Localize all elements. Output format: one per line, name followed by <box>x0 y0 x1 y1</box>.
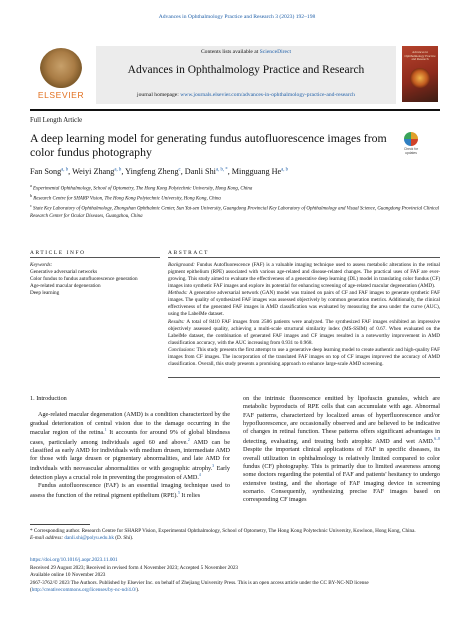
author-name[interactable]: Danli Shi <box>184 167 216 176</box>
abstract-divider <box>168 257 440 258</box>
homepage-prefix: journal homepage: <box>137 92 179 98</box>
online-date: Available online 10 November 2023 <box>30 572 106 579</box>
email-link[interactable]: danli.shi@polyu.edu.hk <box>64 535 114 542</box>
affiliations <box>30 183 440 220</box>
keyword-item: Age-related macular degeneration <box>30 283 101 290</box>
abstract-heading: ABSTRACT <box>168 250 209 256</box>
abstract-label: Background: <box>168 262 195 268</box>
reference-link[interactable]: 3 <box>212 463 215 468</box>
elsevier-tree-icon <box>40 48 82 88</box>
author-affiliation-marker[interactable]: a, b <box>61 167 69 173</box>
reference-link[interactable]: 1 <box>104 428 107 433</box>
affiliation-text: State Key Laboratory of Ophthalmology, Zhongshan Ophthalmic Center, Sun Yat-sen University, Guangdong Provincial Key Laboratory of Ophthalmology and Visual Science, Guangdong Provincial Clinical Research Center for Ocular Diseases, Guangzhou, China <box>30 207 440 219</box>
license-end: ). <box>136 587 140 594</box>
elsevier-logo <box>32 46 90 102</box>
abstract-conclusions <box>168 347 440 368</box>
affiliation-text: Experimental Ophthalmology, School of Optometry, The Hong Kong Polytechnic University, Hong Kong, China <box>33 186 253 192</box>
body-paragraph <box>30 482 230 500</box>
license-statement <box>30 580 440 595</box>
affiliation-text: Research Centre for SHARP Vision, The Hong Kong Polytechnic University, Hong Kong, China <box>33 196 221 202</box>
publisher-name: ELSEVIER <box>37 90 85 100</box>
check-for-updates-badge[interactable] <box>398 132 424 158</box>
section-heading: 1. Introduction <box>30 395 67 402</box>
reference-link[interactable]: 6–8 <box>434 436 440 441</box>
journal-cover-image <box>402 46 438 102</box>
license-text: 2667-3762/© 2023 The Authors. Published by Elsevier Inc. on behalf of Zhejiang University Press. This is an open access article under the CC BY-NC-ND license ( <box>30 579 369 594</box>
homepage-line <box>96 92 396 99</box>
affiliation-marker: c <box>30 203 32 209</box>
footnote-divider <box>30 524 90 525</box>
contents-prefix: Contents lists available at <box>200 49 259 55</box>
journal-citation-line[interactable]: Advances in Ophthalmology Practice and Research 3 (2023) 192–198 <box>158 14 316 20</box>
author-affiliation-marker[interactable]: a, b, * <box>215 167 228 173</box>
email-label: E-mail address: <box>30 535 64 542</box>
abstract-methods <box>168 290 440 318</box>
abstract-body <box>168 262 440 368</box>
abstract-text: A generative adversarial network (GAN) model was trained on pairs of CF and FAF images to generate synthetic FAF images. The quality of synthesized FAF images was assessed objectively by common generation metrics. Additionally, the clinical effectiveness of the generated FAF images in AMD classification was evaluated by measuring the area under the curve (AUC), using the LabelMe dataset. <box>168 290 441 318</box>
abstract-text: Fundus Autofluorescence (FAF) is a valuable imaging technique used to assess metabolic alterations in the retinal pigment epithelium (RPE) associated with various age-related and disease-related changes. The practical uses of FAF are ever-growing. This study aimed to evaluate the effectiveness of a generative deep learning (DL) model in translating color fundus (CF) images into synthetic FAF images and explore its potential for enhancing screening of age-related macular degeneration (AMD). <box>168 262 441 290</box>
reference-link[interactable]: 2 <box>187 437 190 442</box>
author-affiliation-marker[interactable]: c <box>178 167 181 173</box>
reference-link[interactable]: 5 <box>177 490 180 495</box>
homepage-link[interactable]: www.journals.elsevier.com/advances-in-ophthalmology-practice-and-research <box>180 92 355 98</box>
affiliation-item <box>30 183 440 193</box>
affiliation-item <box>30 203 440 220</box>
article-info-divider <box>30 257 160 258</box>
abstract-label: Conclusions: <box>168 346 196 353</box>
body-paragraph <box>243 395 440 505</box>
author-name[interactable]: Yingfeng Zheng <box>125 167 179 176</box>
contents-line <box>96 49 396 56</box>
affiliation-marker: a <box>30 183 32 188</box>
body-text: Despite the important clinical applications of FAF in specific diseases, its overall utilization in ophthalmology is relatively limited compared to color fundus (CF) photography. This is primarily due to limited awareness among some doctors regarding the potential of FAF and patients' hesitancy to undergo extensive testing, and the shortage of FAF imaging device in screening scenario. Consequently, synthesizing precise FAF images based on corresponding CF images <box>243 446 440 504</box>
footnote-marker: * <box>30 528 33 534</box>
keyword-item: Generative adversarial networks <box>30 269 98 276</box>
body-text: on the intrinsic fluorescence emitted by lipofuscin granules, which are metabolic byproducts of RPE cells that can accumulate with age. Abnormal FAF patterns, characterized by localized areas of hyperfluorescence and/or hypofluorescence, are occasionally observed and are believed to be indicative of changes in retinal function. These patterns offers significant advantages in detecting, evaluating, and treating both atrophic AMD and wet AMD. <box>243 395 440 445</box>
abstract-background <box>168 262 440 290</box>
affiliation-item <box>30 193 440 203</box>
reference-link[interactable]: 4 <box>198 473 201 478</box>
doi-link[interactable]: https://doi.org/10.1016/j.aopr.2023.11.001 <box>30 557 118 563</box>
author-name[interactable]: Weiyi Zhang <box>72 167 115 176</box>
abstract-text: A total of 8410 FAF images from 2586 patients were analyzed. The synthesized FAF images exhibited an impressive objectively assessed quality, achieving a multi-scale structural similarity index (MS-SSIM) of 0.67. When evaluated on the LabelMe dataset, the combination of generated FAF images and CF images resulted in a noteworthy improvement in AMD classification accuracy, with the AUC increasing from 0.931 to 0.968. <box>168 318 441 346</box>
email-suffix: (D. Shi). <box>115 535 134 542</box>
abstract-bottom-divider <box>168 377 440 378</box>
body-text: Fundus autofluorescence (FAF) is an essential imaging technique used to assess the function of the retinal pigment epithelium (RPE). <box>30 482 230 499</box>
keywords-block <box>30 262 160 297</box>
author-name[interactable]: Mingguang He <box>231 167 282 176</box>
author-affiliation-marker[interactable]: a, b <box>281 167 289 173</box>
body-text: It accounts for around 9% of global blindness cases, particularly among individuals aged 60 and above. <box>30 429 230 446</box>
body-paragraph <box>30 411 230 482</box>
body-text: Early detection plays a crucial role in preventing the progression of AMD. <box>30 464 230 482</box>
keyword-item: Color fundus to fundus autofluorescence generation <box>30 276 138 283</box>
sciencedirect-link[interactable]: ScienceDirect <box>259 49 292 55</box>
cover-title: Advances in Ophthalmology Practice and Research <box>404 50 436 62</box>
check-updates-icon <box>404 132 418 146</box>
received-dates: Received 29 August 2023; Received in revised form 4 November 2023; Accepted 5 November 2023 <box>30 564 239 571</box>
abstract-label: Results: <box>168 318 185 325</box>
license-link[interactable]: http://creativecommons.org/licenses/by-nc-nd/4.0/ <box>31 587 137 594</box>
article-info-heading: ARTICLE INFO <box>30 250 86 256</box>
article-title: A deep learning model for generating fundus autofluorescence images from color fundus photography <box>30 131 387 160</box>
affiliation-marker: b <box>30 193 33 199</box>
check-updates-label: Check for updates <box>403 147 419 156</box>
body-text: Age-related macular degeneration (AMD) is a condition characterized by the gradual deterioration of central vision due to the damage occurring in the macular region of the retina. <box>30 411 230 437</box>
body-column-left <box>30 395 230 500</box>
body-column-right <box>243 395 440 505</box>
keyword-item: Deep learning <box>30 290 60 297</box>
author-list: Fan Song$^{a, b}$, Weiyi Zhang$^{a, b}$, Yingfeng Zheng$^c$, Danli Shi$^{a, b, *}$, Mingguang He$^{a, b}$ <box>30 167 289 176</box>
abstract-label: Methods: <box>168 290 188 297</box>
journal-name: Advances in Ophthalmology Practice and Research <box>127 64 365 76</box>
corresponding-author-footnote <box>30 528 440 543</box>
abstract-results <box>168 319 440 347</box>
author-name[interactable]: Fan Song <box>30 167 62 176</box>
header-divider <box>30 109 440 111</box>
journal-header <box>96 46 396 104</box>
body-text: AMD can be classified as early AMD for individuals with medium drusen, intermediate AMD for those with large drusen or pigmentary abnormalities, and late AMD for individuals with neovascular abnormalities or with geographic atrophy. <box>30 438 230 472</box>
keywords-label: Keywords: <box>30 262 53 268</box>
publication-info <box>30 557 440 595</box>
article-type: Full Length Article <box>30 117 83 124</box>
author-affiliation-marker[interactable]: a, b <box>114 167 122 173</box>
cover-eye-icon <box>410 68 430 88</box>
abstract-text: This study presents the first attempt to use a generative deep learning model to create authentic and high-quality FAF images from CF images. The incorporation of the translated FAF images on top of CF images improved the accuracy of AMD classification. Overall, this study presents a promising approach to enhance large-scale AMD screening. <box>168 346 441 367</box>
footnote-text: Corresponding author. Research Centre for SHARP Vision, Experimental Ophthalmology, School of Optometry, The Hong Kong Polytechnic University, Kowloon, Hong Kong, China. <box>33 528 416 534</box>
body-text: It relies <box>179 491 201 499</box>
